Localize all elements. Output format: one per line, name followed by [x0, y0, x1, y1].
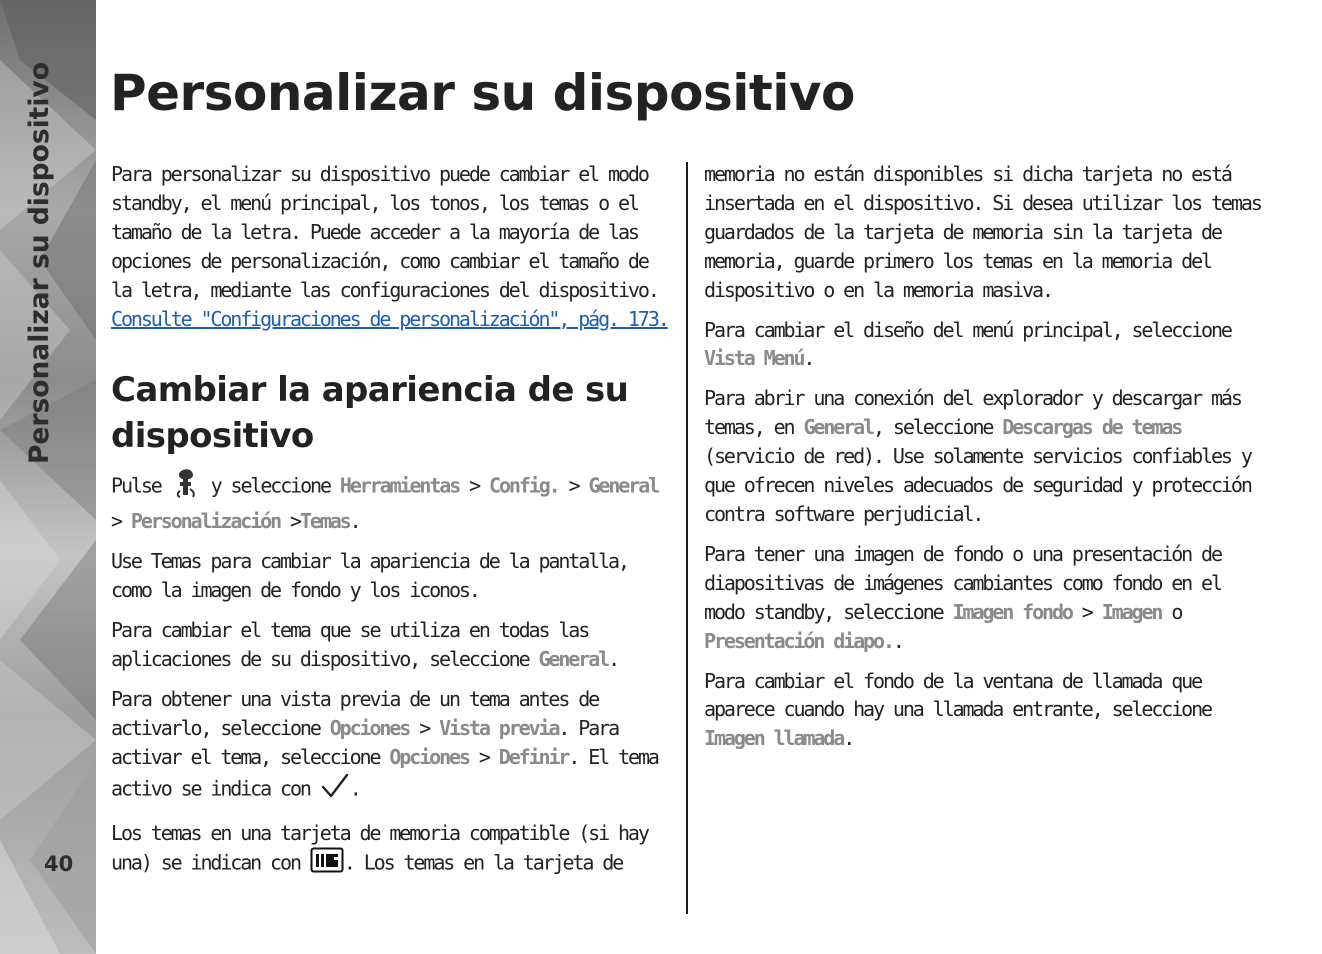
menu-path-opciones: Opciones	[389, 744, 469, 769]
left-column	[111, 160, 677, 892]
menu-path-general: General	[588, 473, 659, 498]
menu-path-descargas-temas: Descargas de temas	[1002, 415, 1182, 440]
right-column	[704, 160, 1268, 764]
menu-path-definir: Definir	[498, 744, 569, 769]
text-span: Los temas en una tarjeta de memoria compatible (si hay una) se indican con	[111, 820, 648, 875]
column-divider	[686, 162, 688, 914]
section-heading: Cambiar la apariencia de su dispositivo	[111, 370, 629, 457]
text-span: . El tema activo se indica con	[111, 744, 658, 801]
menu-path-general: General	[538, 646, 609, 671]
checkmark-icon	[320, 772, 350, 808]
menu-path-herramientas: Herramientas	[339, 473, 460, 498]
intro-text: Para personalizar su dispositivo puede cambiar el modo standby, el menú principal, los tonos, los temas o el tamaño de la letra. Puede acceder a la mayoría de las opciones de personalización, como cambiar el tamaño de la letra, mediante las configuraciones del dispositivo.	[111, 162, 658, 302]
menu-path-temas: Temas	[299, 509, 350, 534]
page-title: Personalizar su dispositivo	[110, 64, 855, 122]
intro-paragraph	[111, 160, 677, 333]
menu-path-opciones: Opciones	[329, 715, 410, 740]
menu-path-vista-previa: Vista previa	[439, 715, 559, 740]
text-span: o	[1171, 599, 1182, 624]
browser-paragraph	[704, 384, 1268, 529]
path-separator: >	[478, 744, 489, 769]
memcard-fragment-left: . Los temas en la tarjeta de	[343, 850, 623, 875]
path-separator: >	[1081, 599, 1092, 624]
use-themes-paragraph: Use Temas para cambiar la apariencia de la pantalla, como la imagen de fondo y los iconos.	[111, 549, 628, 603]
settings-link[interactable]: Consulte "Configuraciones de personalización", pág. 173.	[111, 306, 668, 331]
menu-path-vista-menu: Vista Menú	[704, 346, 804, 371]
text-span: .	[843, 726, 854, 751]
text-span: .	[608, 646, 619, 671]
path-separator: >	[568, 473, 579, 498]
text-span: . Para activar el tema, seleccione	[111, 715, 619, 769]
menu-key-icon	[171, 467, 201, 507]
path-separator: >	[469, 473, 480, 498]
text-span: Para cambiar el fondo de la ventana de llamada que aparece cuando hay una llamada entrante, seleccione	[704, 668, 1211, 722]
menu-path-general: General	[803, 415, 874, 440]
menu-path-config: Config.	[489, 473, 559, 498]
text-span: Pulse	[111, 473, 161, 498]
page-number: 40	[44, 852, 74, 876]
text-span: .	[892, 628, 903, 653]
pulse-paragraph	[111, 467, 677, 536]
menu-path-imagen-llamada: Imagen llamada	[704, 726, 844, 751]
text-span: , seleccione	[873, 415, 993, 440]
text-span: y seleccione	[210, 473, 330, 498]
text-span: .	[803, 346, 814, 371]
path-separator: >	[111, 509, 121, 534]
memory-card-icon	[310, 847, 344, 881]
text-span: (servicio de red). Use solamente servicios confiables y que ofrecen niveles adecuados de seguridad y protección contra software perjudicial.	[704, 444, 1251, 526]
menu-path-imagen: Imagen	[1101, 599, 1162, 624]
path-separator: >	[419, 715, 430, 740]
text-span: Para cambiar el tema que se utiliza en todas las aplicaciones de su dispositivo, seleccione	[111, 618, 589, 671]
call-image-paragraph	[704, 667, 1268, 754]
sidebar-band	[0, 0, 96, 954]
memory-card-paragraph	[111, 819, 677, 882]
text-span: .	[349, 509, 360, 534]
change-theme-paragraph	[111, 616, 677, 674]
text-span: .	[349, 776, 360, 801]
text-span: Para cambiar el diseño del menú principal, seleccione	[704, 317, 1231, 342]
menu-view-paragraph	[704, 316, 1268, 374]
wallpaper-paragraph	[704, 540, 1268, 656]
preview-paragraph	[111, 685, 677, 808]
text-span: Para tener una imagen de fondo o una presentación de diapositivas de imágenes cambiantes como fondo en el modo standby, seleccione	[704, 541, 1221, 624]
menu-path-personalizacion: Personalización	[130, 509, 281, 534]
path-separator: >	[289, 509, 300, 534]
memory-card-continuation: memoria no están disponibles si dicha tarjeta no está insertada en el dispositivo. Si desea utilizar los temas guardados de la tarjeta de memoria sin la tarjeta de memoria, guarde primero los temas en la memoria del dispositivo o en la memoria masiva.	[704, 162, 1261, 302]
text-span: Para obtener una vista previa de un tema antes de activarlo, seleccione	[111, 686, 599, 740]
text-span: Para abrir una conexión del explorador y descargar más temas, en	[704, 386, 1241, 440]
sidebar-chapter-title: Personalizar su dispositivo	[24, 62, 55, 464]
menu-path-presentacion-diapo: Presentación diapo.	[704, 628, 893, 653]
menu-path-imagen-fondo: Imagen fondo	[952, 599, 1072, 624]
